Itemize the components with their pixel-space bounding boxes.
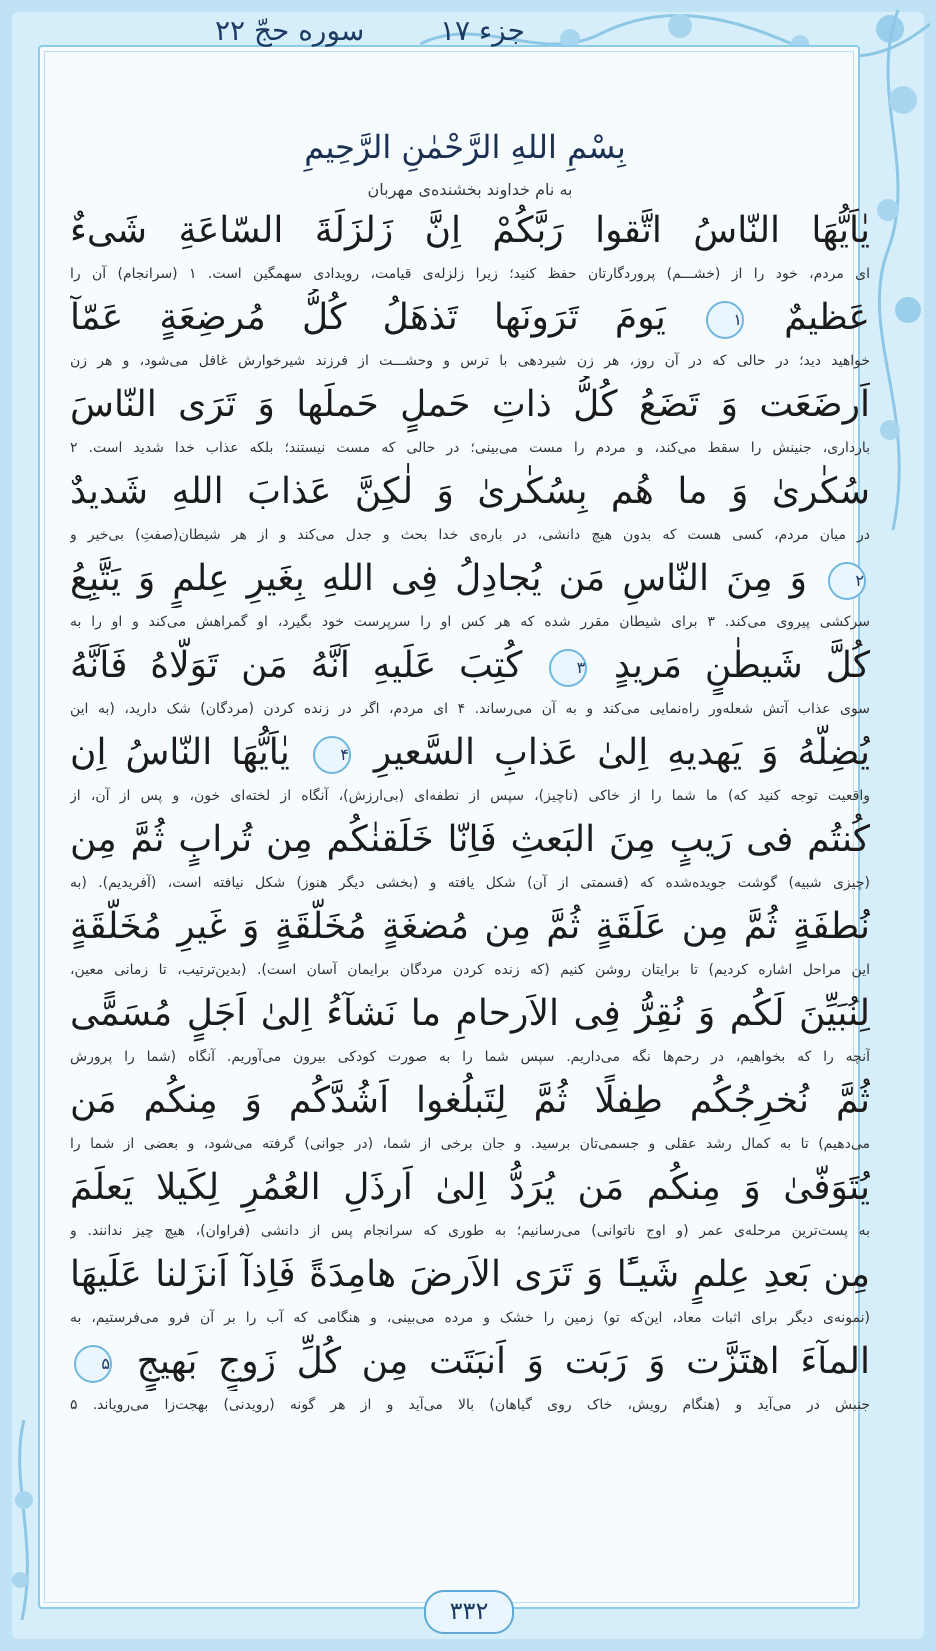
verse-text: يَومَ تَرَونَها تَذهَلُ كُلُّ مُرضِعَةٍ عَمّآ	[70, 297, 702, 338]
arabic-verse-line	[70, 724, 870, 782]
arabic-verse-line: لِنُبَيِّنَ لَكُم وَ نُقِرُّ فِی الاَرحامِ ما نَشآءُ اِلىٰ اَجَلٍ مُسَمًّى	[70, 993, 870, 1034]
surah-label: سوره حجّ ۲۲	[215, 14, 365, 47]
translation-line: در میان مردم، کسی هست که بدون هیچ دانشی، در باره‌ی خدا بحث و جدل می‌کند و از هر شیطان(صفتِ) بی‌خیر و	[70, 527, 870, 543]
translation-line: می‌دهیم) تا به کمال رشد عقلی و جسمی‌تان برسید. و جان برخی از شما، (در جوانی) گرفته می‌شود، و بعضی از شما را	[70, 1136, 870, 1152]
translation-line: (نمونه‌ی دیگر برای اثبات معاد، این‌که تو) زمین را خشک و مرده می‌بینی، و هنگامی که آب را بر آن فرو می‌فرستیم، به	[70, 1310, 870, 1326]
translation-line: جنبش در می‌آید و (هنگام رویش، خاک روی گیاهان) بالا می‌آید و از هر گونه (رویدنی) بهجت‌زا می‌رویاند. ۵	[70, 1397, 870, 1413]
ayah-number-marker: ۱	[706, 301, 744, 339]
verse-text: وَ مِنَ النّاسِ مَن يُجادِلُ فِی اللهِ بِغَيرِ عِلمٍ وَ يَتَّبِعُ	[70, 558, 824, 599]
bismillah-translation: به نام خداوند بخشنده‌ی مهربان	[367, 180, 573, 199]
arabic-verse-line: سُكٰرىٰ وَ ما هُم بِسُكٰرىٰ وَ لٰكِنَّ عَذابَ اللهِ شَديدٌ	[70, 471, 870, 512]
arabic-verse-line: كُنتُم فی رَيبٍ مِنَ البَعثِ فَاِنّا خَلَقنٰكُم مِن تُرابٍ ثُمَّ مِن	[70, 819, 870, 860]
arabic-verse-line: ثُمَّ نُخرِجُكُم طِفلًا ثُمَّ لِتَبلُغوا اَشُدَّكُم وَ مِنكُم مَن	[70, 1080, 870, 1121]
ayah-number-marker: ۵	[74, 1345, 112, 1383]
translation-line: سوی عذاب آتش شعله‌ور راه‌نمایی می‌کند و به آن می‌رساند. ۴ ای مردم، اگر در زنده کردن (مردگان) شک دارید، (به این	[70, 701, 870, 717]
ayah-number-marker: ۳	[549, 649, 587, 687]
verse-content	[70, 202, 870, 1420]
verse-text: يٰاَيُّهَا النّاسُ اِن	[70, 732, 309, 773]
arabic-verse-line: مِن بَعدِ عِلمٍ شَيـًٔا وَ تَرَى الاَرضَ هامِدَةً فَاِذآ اَنزَلنا عَلَيهَا	[70, 1254, 870, 1295]
arabic-verse-line	[70, 1333, 870, 1391]
arabic-verse-line: يٰاَيُّهَا النّاسُ اتَّقوا رَبَّكُمْ اِنَّ زَلزَلَةَ السّاعَةِ شَیءٌ	[70, 210, 870, 251]
arabic-verse-line: اَرضَعَت وَ تَضَعُ كُلُّ ذاتِ حَملٍ حَملَها وَ تَرَى النّاسَ	[70, 384, 870, 425]
arabic-verse-line: يُتَوَفّىٰ وَ مِنكُم مَن يُرَدُّ اِلىٰ اَرذَلِ العُمُرِ لِكَيلا يَعلَمَ	[70, 1167, 870, 1208]
translation-line: واقعیت توجه کنید که) ما شما را از خاکی (ناچیز)، سپس از نطفه‌ای (بی‌ارزش)، آنگاه از لخته‌ای خون، و پس از آن، از	[70, 788, 870, 804]
translation-line: به پست‌ترین مرحله‌ی عمر (و اوج ناتوانی) می‌رسانیم؛ به طوری که سرانجام پس از دانشی (فراوان)، هیچ چیز ندانند. و	[70, 1223, 870, 1239]
arabic-verse-line	[70, 637, 870, 695]
verse-text: عَظيمٌ	[747, 297, 870, 338]
verse-text: يُضِلُّهُ وَ يَهديهِ اِلىٰ عَذابِ السَّعيرِ	[354, 732, 870, 773]
bismillah: بِسْمِ اللهِ الرَّحْمٰنِ الرَّحِيمِ	[304, 128, 626, 166]
page-number: ۳۳۲	[424, 1590, 514, 1634]
translation-line: (چیزی شبیه) گوشت جویده‌شده که (قسمتی از آن) شکل یافته و (بخشی دیگر هنوز) شکل نیافته است، (آفریدیم). (به	[70, 875, 870, 891]
ayah-number-marker: ۲	[828, 562, 866, 600]
verse-text: كُلَّ شَيطٰنٍ مَريدٍ	[591, 645, 870, 686]
ayah-number-marker: ۴	[313, 736, 351, 774]
translation-line: خواهید دید؛ در حالی که در آن روز، هر زن شیردهی با ترس و وحشـــت از فرزند شیرخوارش غافل می‌شود، و هر زن	[70, 353, 870, 369]
translation-line: این مراحل اشاره کردیم) تا برایتان روشن کنیم (که زنده کردن مردگان برایمان آسان است). (بدین‌ترتیب، تا زمانی معین،	[70, 962, 870, 978]
verse-text: كُتِبَ عَلَيهِ اَنَّهُ مَن تَوَلّاهُ فَاَنَّهُ	[70, 645, 546, 686]
arabic-verse-line	[70, 289, 870, 347]
translation-line: بارداری، جنینش را سقط می‌کند، و مردم را مست می‌بینی؛ در حالی که مست نیستند؛ بلکه عذاب خدا شدید است. ۲	[70, 440, 870, 456]
translation-line: آنچه را که بخواهیم، در رحم‌ها نگه می‌داریم. سپس شما را به صورت کودکی بیرون می‌آوریم. آنگاه (شما را پرورش	[70, 1049, 870, 1065]
arabic-verse-line	[70, 550, 870, 608]
arabic-verse-line: نُطفَةٍ ثُمَّ مِن عَلَقَةٍ ثُمَّ مِن مُضغَةٍ مُخَلَّقَةٍ وَ غَيرِ مُخَلَّقَةٍ	[70, 906, 870, 947]
translation-line: سرکشی پیروی می‌کند. ۳ برای شیطان مقرر شده که هر کس او را سرپرست خود بگیرد، او گمراهش می‌کند و او را به	[70, 614, 870, 630]
translation-line: ای مردم، خود را از (خشـــم) پروردگارتان حفظ کنید؛ زیرا زلزله‌ی قیامت، رویدادی سهمگین است. ۱ (سرانجام) آن را	[70, 266, 870, 282]
verse-text: المآءَ اهتَزَّت وَ رَبَت وَ اَنبَتَت مِن كُلِّ زَوجٍ بَهيجٍ	[116, 1341, 870, 1382]
juz-label: جزء ۱۷	[440, 14, 525, 47]
